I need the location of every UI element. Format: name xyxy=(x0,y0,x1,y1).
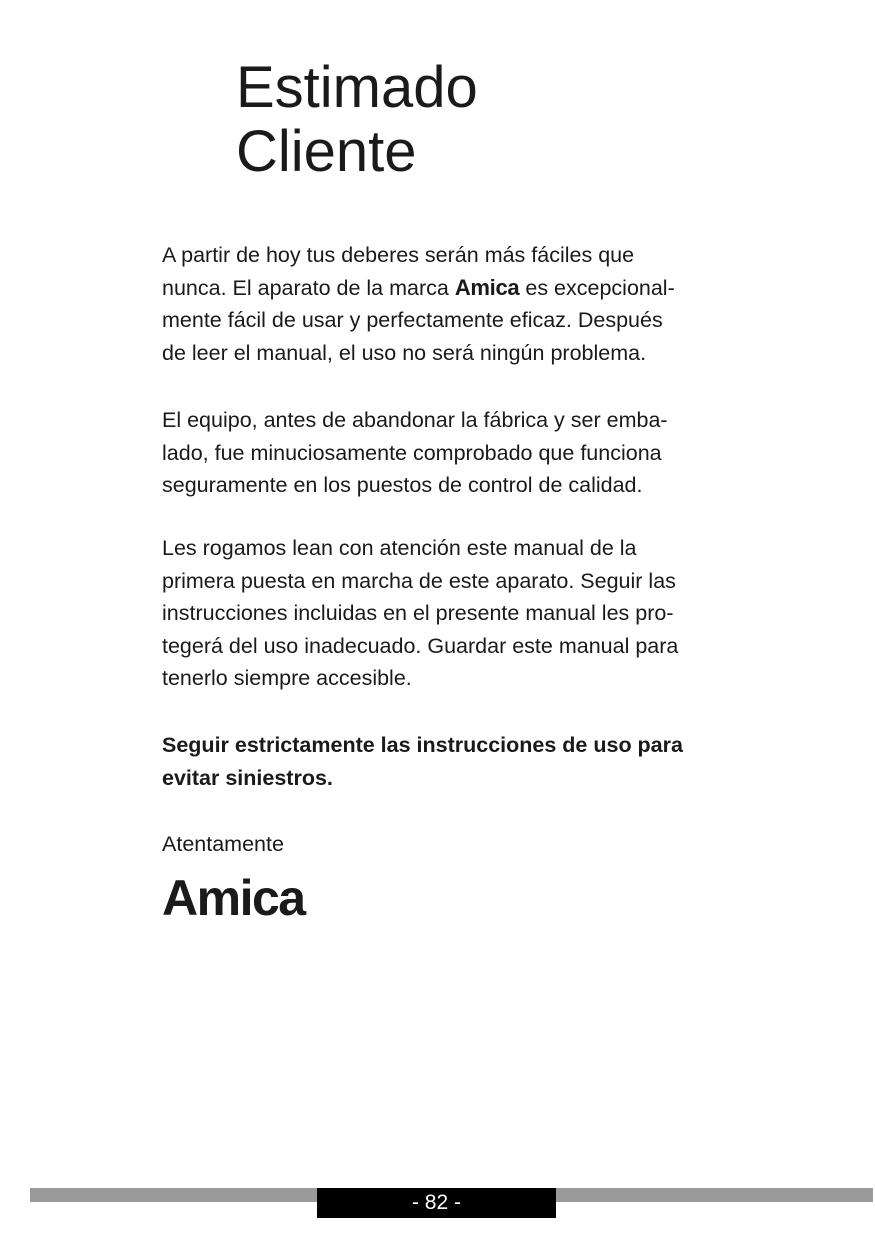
paragraph-line xyxy=(162,272,722,305)
quality-paragraph xyxy=(162,404,722,502)
page-title xyxy=(236,56,478,184)
page-number: - 82 - xyxy=(317,1188,556,1218)
paragraph-line: tenerlo siempre accesible. xyxy=(162,666,412,690)
paragraph-line: Seguir estrictamente las instrucciones de uso para xyxy=(162,733,683,757)
paragraph-line: Les rogamos lean con atención este manual de la xyxy=(162,536,637,560)
paragraph-text: nunca. El aparato de la marca xyxy=(162,275,449,300)
warning-paragraph xyxy=(162,729,722,794)
paragraph-line: El equipo, antes de abandonar la fábrica y ser emba- xyxy=(162,408,668,432)
amica-logo: Amica xyxy=(162,870,305,926)
paragraph-line: lado, fue minuciosamente comprobado que funciona xyxy=(162,440,662,465)
intro-paragraph xyxy=(162,239,722,369)
paragraph-line: instrucciones incluidas en el presente manual les pro- xyxy=(162,601,674,625)
title-line-2: Cliente xyxy=(236,119,417,184)
paragraph-line: seguramente en los puestos de control de calidad. xyxy=(162,473,643,497)
closing-text: Atentamente xyxy=(162,832,284,856)
paragraph-line: A partir de hoy tus deberes serán más fáciles que xyxy=(162,243,635,267)
paragraph-line: tegerá del uso inadecuado. Guardar este manual para xyxy=(162,633,679,658)
inline-brand-logo: Amica xyxy=(454,274,520,300)
manual-paragraph xyxy=(162,532,722,695)
title-line-1: Estimado xyxy=(236,55,478,120)
paragraph-line: evitar siniestros. xyxy=(162,765,333,790)
paragraph-text: es excepcional- xyxy=(525,275,675,300)
paragraph-line: mente fácil de usar y perfectamente eficaz. Después xyxy=(162,308,663,332)
paragraph-line: de leer el manual, el uso no será ningún problema. xyxy=(162,340,647,365)
paragraph-line: primera puesta en marcha de este aparato. Seguir las xyxy=(162,568,676,593)
